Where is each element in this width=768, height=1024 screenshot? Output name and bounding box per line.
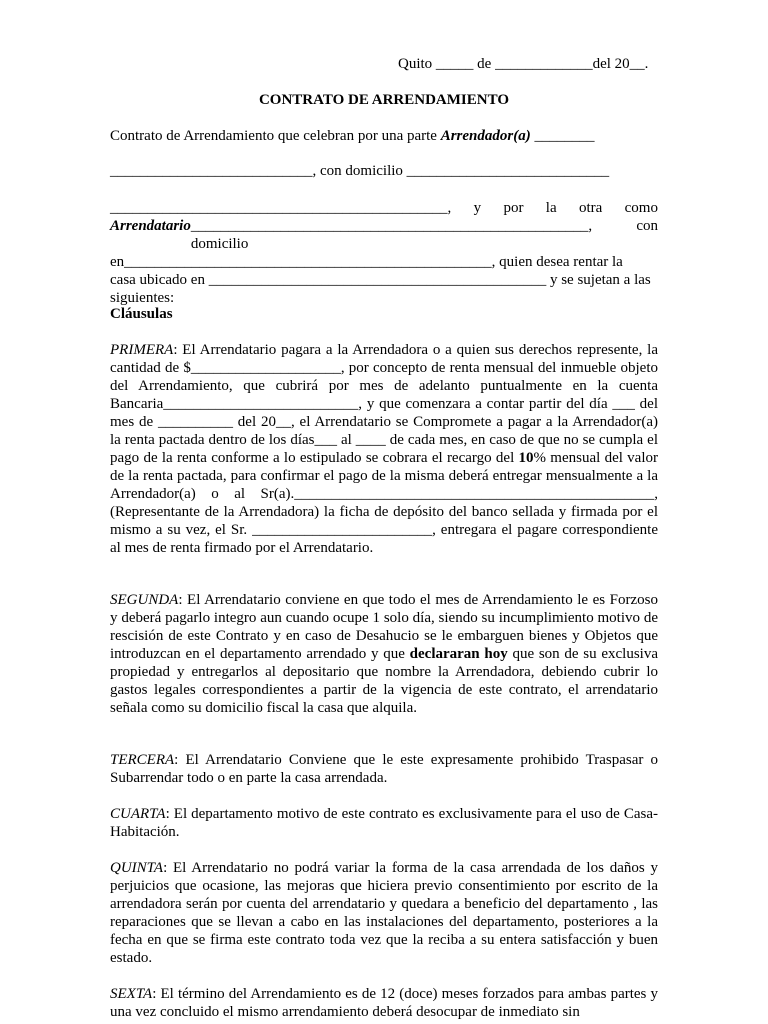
arrendatario-label: Arrendatario <box>110 218 191 234</box>
arrendador-label: Arrendador(a) <box>440 128 531 144</box>
intro-word: otra <box>578 200 603 216</box>
intro-word: por <box>503 200 524 216</box>
clause-cuarta <box>110 805 658 841</box>
clause-text: % mensual del valor de la renta pactada, para confirmar el pago de la misma deberá entregar mensualmente a la Arrendador(a) o al Sr(a).________________________________________________, (Representante de la Arrendadora) la ficha de depósito del banco sellada y firmada por el mismo a su vez, el Sr. ________________________, entregara el pagare correspondiente al mes de renta firmado por el Arrendatario. <box>110 450 659 556</box>
clause-label: QUINTA <box>110 860 164 876</box>
date-line: Quito _____ de _____________del 20__. <box>398 56 649 72</box>
clause-text: que son de su exclusiva propiedad y entregarlos al depositario que nombre la Arrendadora, debiendo cubrir lo gastos legales correspondientes a partir de la vigencia de este contrato, el arrendatario señala como su domicilio fiscal la casa que alquila. <box>110 646 659 716</box>
intro-text: Contrato de Arrendamiento que celebran por una parte <box>110 128 441 144</box>
intro-line-6: casa ubicado en _____________________________________________ y se sujetan a las <box>110 272 651 288</box>
intro-line-1 <box>110 127 594 145</box>
intro-line-7: siguientes: <box>110 290 175 306</box>
clause-label: CUARTA <box>110 806 166 822</box>
clause-tercera <box>110 751 658 787</box>
clause-label: SEGUNDA <box>110 592 179 608</box>
clause-text: : El término del Arrendamiento es de 12 (doce) meses forzados para ambas partes y una vez concluido el mismo arrendamiento deberá desocupar de inmediato sin <box>110 986 658 1020</box>
clause-bold: 10 <box>518 450 534 466</box>
arrendador-blank: ________ <box>530 128 595 144</box>
intro-line-4 <box>110 217 658 253</box>
document-title: CONTRATO DE ARRENDAMIENTO <box>258 92 510 108</box>
intro-word: _____________________________________________, <box>110 200 452 216</box>
clause-text: : El Arrendatario Conviene que le este expresamente prohibido Traspasar o Subarrendar todo o en parte la casa arrendada. <box>110 752 658 786</box>
intro-line-3 <box>110 199 658 217</box>
clause-segunda <box>110 591 658 717</box>
intro-line-5: en_________________________________________________, quien desea rentar la <box>110 254 623 270</box>
clause-text: : El departamento motivo de este contrato es exclusivamente para el uso de Casa-Habitación. <box>110 806 658 840</box>
clause-text: : El Arrendatario no podrá variar la forma de la casa arrendada de los daños y perjuicios que ocasione, las mejoras que hiciera previo consentimiento por escrito de la arrendadora serán por cuenta del arrendatario y quedara a beneficio del departamento , las reparaciones que se llevan a cabo en las instalaciones del departamento, posteriores a la fecha en que se firma este contrato toda vez que la reciba a su entera satisfacción y buen estado. <box>110 860 658 966</box>
clause-text: : El Arrendatario pagara a la Arrendadora o a quien sus derechos represente, la cantidad de $____________________, por concepto de renta mensual del inmueble objeto del Arrendamiento, que cubrirá por mes de adelanto puntualmente en la cuenta Bancaria__________________________, y que comenzara a contar partir del día ___ del mes de __________ del 20__, el Arrendatario se Compromete a pagar a la Arrendador(a) la renta pactada dentro de los días___ al ____ de cada mes, en caso de que no se cumpla el pago de la renta conforme a lo estipulado se cobrara el recargo del <box>110 342 658 466</box>
clause-text: : El Arrendatario conviene en que todo el mes de Arrendamiento le es Forzoso y deberá pagarlo integro aun cuando ocupe 1 solo día, siendo su incumplimiento motivo de rescisión de este Contrato y en caso de Desahucio se le embarguen bienes y Objetos que introduzcan en el departamento arrendado y que <box>110 592 658 662</box>
clause-label: PRIMERA <box>110 342 174 358</box>
clauses-heading: Cláusulas <box>110 306 173 322</box>
intro-word: como <box>624 200 658 216</box>
clause-primera <box>110 341 658 557</box>
intro-paragraph <box>110 199 658 307</box>
clause-bold: declararan hoy <box>409 646 508 662</box>
arrendatario-rest: _____________________________________________________, con domicilio <box>190 218 658 252</box>
clause-quinta <box>110 859 658 967</box>
clause-label: SEXTA <box>110 986 153 1002</box>
intro-word: y <box>473 200 482 216</box>
clause-label: TERCERA <box>110 752 175 768</box>
intro-line-2: ___________________________, con domicilio ___________________________ <box>110 163 610 179</box>
intro-word: la <box>545 200 557 216</box>
clause-sexta <box>110 985 658 1021</box>
